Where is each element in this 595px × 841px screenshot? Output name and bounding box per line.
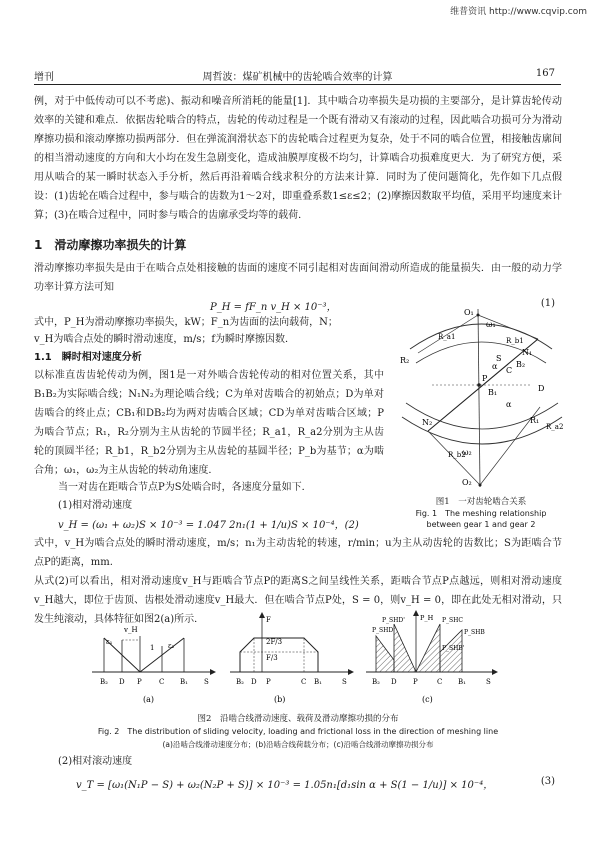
figure-1-caption-cn: 图1 一对齿轮啮合关系: [435, 497, 527, 507]
mark-pshd: P_SHD: [372, 627, 394, 634]
label-p: P: [482, 374, 488, 383]
label-s: S: [496, 354, 502, 363]
panel-a-label: (a): [143, 695, 155, 704]
mark-pshb-prime: P_SHB': [442, 645, 465, 652]
axis-c: C: [437, 678, 443, 686]
figure-2c-frictional-loss: [362, 610, 502, 706]
label-alpha-lower: α: [506, 400, 512, 409]
header-rule: [34, 84, 561, 85]
label-ra2: R_a2: [546, 423, 564, 431]
axis-b2: B₂: [236, 678, 244, 686]
figure-1-gear-diagram: [392, 307, 570, 493]
label-ra1: R_a1: [438, 333, 456, 341]
figure-2b-load-distribution: [226, 612, 356, 706]
label-r2: R₂: [400, 356, 410, 365]
figure-1-caption-en-1: Fig. 1 The meshing relationship: [415, 509, 547, 518]
axis-p: P: [266, 678, 271, 686]
axis-arrow: [492, 669, 498, 675]
label-rb1: R_b1: [506, 337, 524, 345]
axis-b1: B₁: [180, 678, 188, 686]
label-rb2: R_b2: [448, 451, 466, 459]
sliding-analysis-para: 从式(2)可以看出，相对滑动速度v_H与距啮合节点P的距离S之间呈线性关系，距啮合节点P点越远，则相对滑动速度v_H越大，即位于齿顶、齿根处滑动速度v_H最大．但在啮合节点P处，S = 0，则v_H = 0，即在此处无相对滑动，只发生纯滚动，具体特征如图2(a)所示．: [34, 576, 562, 625]
mark-pshd-prime: P_SHD': [382, 617, 405, 624]
label-w1: ω₁: [486, 320, 496, 329]
mark-one: 1: [150, 644, 155, 652]
label-c: C: [506, 366, 513, 375]
mark-pshb: P_SHB: [464, 629, 485, 636]
mark-eps2: ε₂: [168, 642, 175, 650]
mark-ph: P_H: [420, 614, 434, 622]
section-1-heading: 1 滑动摩擦功率损失的计算: [34, 238, 187, 252]
label-b1: B₁: [488, 388, 498, 397]
axis-p: P: [413, 678, 418, 686]
equation-2: v_H = (ω₁ + ω₂)S × 10⁻³ = 1.047 2n₁(1 + 1/u)S × 10⁻⁴，(2): [58, 520, 359, 531]
panel-b-label: (b): [274, 695, 286, 704]
axis-b1: B₁: [458, 678, 466, 686]
axis-s: S: [342, 678, 347, 686]
label-d: D: [538, 384, 545, 393]
label-o1: O₁: [464, 308, 474, 317]
subsection-1-1-para: 以标准直齿齿轮传动为例，图1是一对外啮合齿轮传动的相对位置关系，其中B₁B₂为实际啮合线；N₁N₂为理论啮合线；C为单对齿啮合的初始点；D为单对齿啮合的终止点；CB₁和DB₂均为两对齿啮合区域；CD为单对齿啮合区域；P为啮合节点；R₁，R₂分别为主从齿轮的节圆半径；R_a1，R_a2分别为主从齿轮的顶圆半径；R_b1，R_b2分别为主从齿轮的基圆半径；P_b为基节；α为啮合角；ω₁，ω₂为主从齿轮的转动角速度．: [34, 370, 384, 476]
header-title: 周哲波：煤矿机械中的齿轮啮合效率的计算: [202, 72, 393, 83]
label-w2: ω₂: [462, 448, 472, 457]
eq2-definition: 式中，v_H为啮合点处的瞬时滑动速度，m/s；n₁为主动齿轮的转速，r/min；u为主从动齿轮的齿数比；S为距啮合节点P的距离，mm.: [34, 538, 562, 568]
label-o2: O₂: [462, 478, 472, 487]
page-number: 167: [535, 68, 555, 79]
figure-2a-sliding-velocity: [88, 616, 218, 706]
velocity-intro: 当一对齿在距啮合节点P为S处啮合时，各速度分量如下．: [58, 482, 312, 493]
pitch-point: [477, 383, 481, 387]
item-1-label: (1)相对滑动速度: [58, 500, 133, 511]
equation-3-number: (3): [540, 776, 555, 787]
axis-arrow: [210, 669, 216, 675]
y-axis-arrow: [259, 612, 265, 618]
intro-paragraph: 例，对于中低传动可以不考虑)、振动和噪音所消耗的能量[1]．其中啮合功率损失是功损的主要部分，是计算齿轮传动效率的关键和难点．依据齿轮啮合的特点，齿轮的传动过程是一个既有滑动又有滚动的过程，因此啮合功损可分为滑动摩擦功损和滚动摩擦功损两部分．但在弹流润滑状态下的齿轮啮合过程更为复杂，处于不同的啮合位置，相接触齿廓间的相当滑动速度的方向和大小均在发生急剧变化，造成油膜厚度极不均匀，计算啮合功损难度更大．为了研究方便，采用从啮合的某一瞬时状态入手分析，然后再沿着啮合线求积分的方法来计算．同时为了使问题简化，先作如下几点假设：(1)齿轮在啮合过程中，参与啮合的齿数为1～2对，即重叠系数1≤ε≤2；(2)摩擦因数取平均值，采用平均速度来计算；(3)在啮合过程中，同时参与啮合的齿廓承受均等的载荷．: [34, 96, 562, 221]
mark-vh: v_H: [124, 626, 138, 634]
label-b2: B₂: [516, 360, 526, 369]
y-axis-arrow: [413, 610, 419, 616]
figure-2-caption-cn: 图2 沿啮合线滑动速度、载荷及滑动摩擦功损的分布: [197, 714, 399, 724]
watermark: 维普资讯 http://www.cqvip.com: [450, 7, 587, 17]
figure-2-caption-sub: (a)沿啮合线滑动速度分布；(b)沿啮合线荷载分布；(c)沿啮合线滑动摩擦功损分布: [162, 740, 434, 749]
mark-pshc: P_SHC: [442, 617, 463, 624]
axis-arrow: [348, 669, 354, 675]
figure-1-caption-en-2: between gear 1 and gear 2: [426, 520, 536, 529]
axis-d: D: [391, 678, 397, 686]
axis-d: D: [251, 678, 257, 686]
axis-s: S: [486, 678, 491, 686]
loss-region-pc: [416, 624, 440, 672]
axis-c: C: [159, 678, 165, 686]
mark-eps1: ε₁: [106, 638, 113, 646]
center-line: [478, 309, 480, 487]
label-n1: N₁: [522, 348, 533, 357]
figure-2-caption-en: Fig. 2 The distribution of sliding velocity, loading and frictional loss in the direction of meshing line: [97, 727, 499, 736]
axis-c: C: [301, 678, 307, 686]
item-2-label: (2)相对滚动速度: [58, 756, 133, 767]
loss-region-b2d: [376, 636, 394, 672]
panel-c-label: (c): [422, 695, 433, 704]
center-o1: [477, 314, 480, 317]
mark-2f3: 2F/3: [266, 638, 283, 646]
axis-d: D: [119, 678, 125, 686]
eq1-definition-a: 式中，P_H为滑动摩擦功率损失，kW；F_n为齿面的法向载荷，N；: [34, 317, 338, 328]
label-n2: N₂: [422, 418, 433, 427]
subsection-1-1-heading: 1.1 瞬时相对速度分析: [34, 352, 142, 363]
axis-b1: B₁: [314, 678, 322, 686]
eq1-definition-b: v_H为啮合点处的瞬时滑动速度，m/s；f为瞬时摩擦因数．: [34, 334, 296, 345]
axis-b2: B₂: [100, 678, 108, 686]
header-issue: 增刊: [34, 72, 54, 83]
equation-3: v_T = [ω₁(N₁P − S) + ω₂(N₂P + S)] × 10⁻³ = 1.05n₁[d₁sin α + S(1 − 1/u)] × 10⁻⁴，: [76, 780, 494, 791]
section-1-para: 滑动摩擦功率损失是由于在啮合点处相接触的齿面的速度不同引起相对齿面间滑动所造成的能量损失．由一般的动力学功率计算方法可知: [34, 263, 562, 293]
label-alpha: α: [492, 362, 498, 371]
label-r1: R₁: [530, 416, 540, 425]
axis-p: P: [137, 678, 142, 686]
axis-b2: B₂: [372, 678, 380, 686]
center-o2: [479, 484, 482, 487]
equation-1-number: (1): [540, 298, 555, 309]
equation-1: P_H = fF_n v_H × 10⁻³，: [210, 302, 337, 313]
loss-region-dp: [394, 624, 416, 672]
mark-f3: F/3: [266, 654, 278, 662]
axis-s: S: [204, 678, 209, 686]
mark-f: F: [266, 616, 271, 624]
